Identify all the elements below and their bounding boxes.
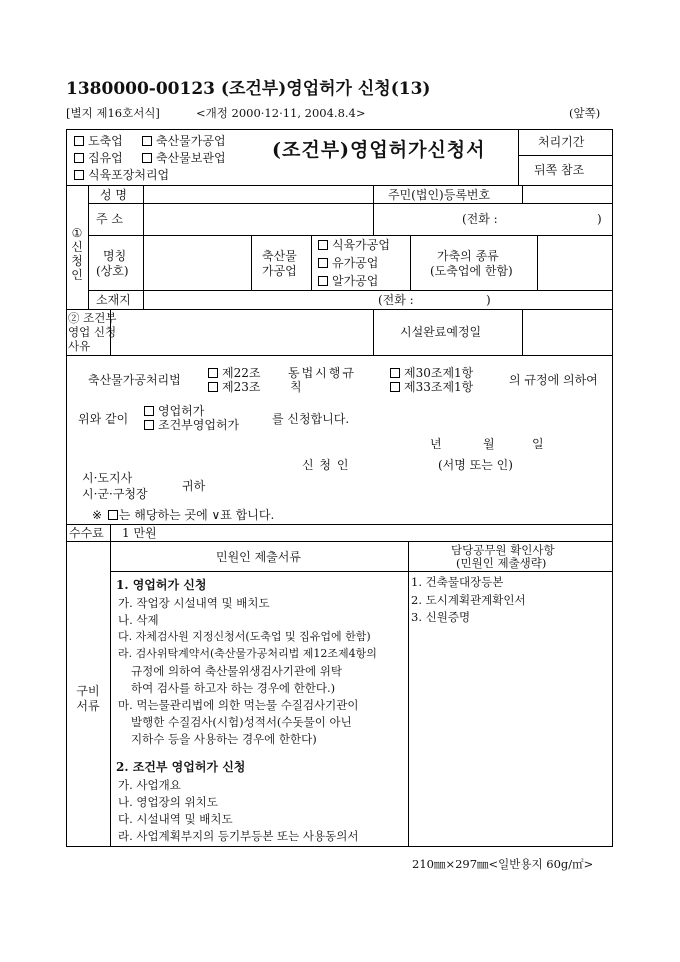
section1-item: 발행한 수질검사(시험)성적서(수돗물이 아닌 [131, 715, 352, 729]
addressee-city: 시·군·구청장 [82, 487, 148, 501]
section1-item: 라. 검사위탁계약서(축산물가공처리법 제12조제4항의 [118, 647, 377, 660]
section1-item: 규정에 의하여 축산물위생검사기관에 위탁 [131, 664, 342, 678]
section1-item: 하여 검사를 하고자 하는 경우에 한한다.) [131, 681, 336, 695]
address-phone-close: ) [597, 212, 602, 226]
checkbox-meat-processing[interactable]: 식육가공업 [318, 238, 390, 252]
name-field[interactable] [145, 187, 371, 202]
checkbox-slaughter[interactable]: 도축업 [74, 134, 123, 148]
page-side: (앞쪽) [569, 106, 601, 120]
submitted-docs-header: 민원인 제출서류 [216, 550, 301, 564]
document-title: 1380000-00123 (조건부)영업허가 신청(13) [66, 79, 431, 99]
business-name-label: 명칭 [103, 249, 127, 263]
address-label: 주 소 [96, 212, 123, 226]
form-name: (조건부)영업허가신청서 [272, 139, 486, 161]
applicant-section-label: ① 신 청 인 [71, 226, 83, 282]
business-name-sub: (상호) [96, 264, 129, 278]
location-phone-close: ) [486, 293, 491, 307]
paper-spec: 210㎜×297㎜<일반용지 60g/㎡> [412, 857, 594, 871]
date-year: 년 [430, 437, 442, 451]
section2-title: 2. 조건부 영업허가 신청 [116, 760, 246, 774]
addressee-honorific: 귀하 [182, 479, 206, 493]
fee-value: 1 만원 [122, 526, 157, 540]
location-field[interactable] [145, 292, 373, 307]
request-prefix: 위와 같이 [78, 412, 129, 426]
checkbox-note: ※ 는 해당하는 곳에 ∨표 합니다. [92, 508, 275, 522]
statute-rule-suffix: 칙 [290, 380, 302, 394]
signature-note: (서명 또는 인) [438, 458, 513, 472]
checkbox-article-23[interactable]: 제23조 [208, 380, 260, 394]
livestock-type-field[interactable] [539, 237, 611, 288]
date-month: 월 [483, 437, 495, 451]
statute-law: 축산물가공처리법 [88, 373, 181, 387]
section1-item: 가. 작업장 시설내역 및 배치도 [118, 596, 270, 610]
processing-period-value: 뒤쪽 참조 [534, 163, 585, 177]
section1-item: 다. 자체검사원 지정신청서(도축업 및 집유업에 한함) [118, 630, 371, 643]
processing-period-label: 처리기간 [538, 135, 585, 149]
checkbox-milk-collection[interactable]: 집유업 [74, 151, 123, 165]
section1-title: 1. 영업허가 신청 [116, 578, 207, 592]
checkbox-livestock-storage[interactable]: 축산물보관업 [142, 151, 226, 165]
location-phone-label: (전화 : [378, 293, 414, 307]
address-phone-label: (전화 : [462, 212, 498, 226]
date-day: 일 [532, 437, 544, 451]
business-name-field[interactable] [145, 237, 249, 288]
id-number-field[interactable] [524, 187, 610, 202]
addressee-province: 시·도지사 [82, 471, 133, 485]
processor-label-2: 가공업 [262, 264, 297, 278]
request-suffix: 를 신청합니다. [272, 412, 350, 426]
verified-item: 2. 도시계획관계확인서 [411, 593, 526, 607]
address-field[interactable] [145, 205, 445, 233]
checkbox-rule-33[interactable]: 제33조제1항 [390, 380, 473, 394]
location-label: 소재지 [96, 293, 131, 307]
conditional-reason-field[interactable] [112, 311, 371, 353]
revision-note: <개정 2000·12·11, 2004.8.4> [196, 106, 366, 120]
section1-item: 지하수 등을 사용하는 경우에 한한다) [131, 732, 317, 746]
checkbox-conditional-permit[interactable]: 조건부영업허가 [144, 418, 239, 432]
section2-item: 가. 사업개요 [118, 778, 181, 792]
checkbox-rule-30[interactable]: 제30조제1항 [390, 366, 473, 380]
conditional-reason-label: ② 조건부 영업 신청 사유 [68, 311, 117, 353]
verified-docs-header-sub: (민원인 제출생략) [456, 556, 547, 570]
verified-docs-header: 담당공무원 확인사항 [451, 543, 555, 557]
checkbox-article-22[interactable]: 제22조 [208, 366, 260, 380]
processor-label-1: 축산물 [262, 249, 297, 263]
statute-rule-prefix: 동법시행규 [288, 366, 356, 380]
livestock-type-note: (도축업에 한함) [430, 264, 513, 278]
statute-tail: 의 규정에 의하여 [509, 373, 598, 387]
checkbox-meat-packaging[interactable]: 식육포장처리업 [74, 168, 169, 182]
section1-item: 마. 먹는물관리법에 의한 먹는물 수질검사기관이 [118, 698, 359, 712]
verified-item: 1. 건축물대장등본 [411, 575, 504, 589]
id-number-label: 주민(법인)등록번호 [388, 188, 491, 202]
form-number: [별지 제16호서식] [66, 106, 160, 120]
fee-label: 수수료 [69, 526, 104, 540]
section2-item: 다. 시설내역 및 배치도 [118, 812, 233, 826]
applicant-signature-label: 신 청 인 [302, 458, 350, 472]
livestock-type-label: 가축의 종류 [437, 249, 499, 263]
section1-item: 나. 삭제 [118, 613, 159, 627]
required-docs-label: 구비 서류 [76, 684, 100, 713]
checkbox-business-permit[interactable]: 영업허가 [144, 404, 204, 418]
verified-item: 3. 신원증명 [411, 610, 471, 624]
completion-date-label: 시설완료예정일 [400, 325, 482, 339]
section2-item: 나. 영업장의 위치도 [118, 795, 218, 809]
checkbox-milk-processing[interactable]: 유가공업 [318, 256, 378, 270]
checkbox-egg-processing[interactable]: 알가공업 [318, 274, 378, 288]
name-label: 성 명 [100, 188, 127, 202]
checkbox-livestock-processing[interactable]: 축산물가공업 [142, 134, 226, 148]
completion-date-field[interactable] [524, 311, 610, 353]
section2-item: 라. 사업계획부지의 등기부등본 또는 사용동의서 [118, 829, 359, 843]
